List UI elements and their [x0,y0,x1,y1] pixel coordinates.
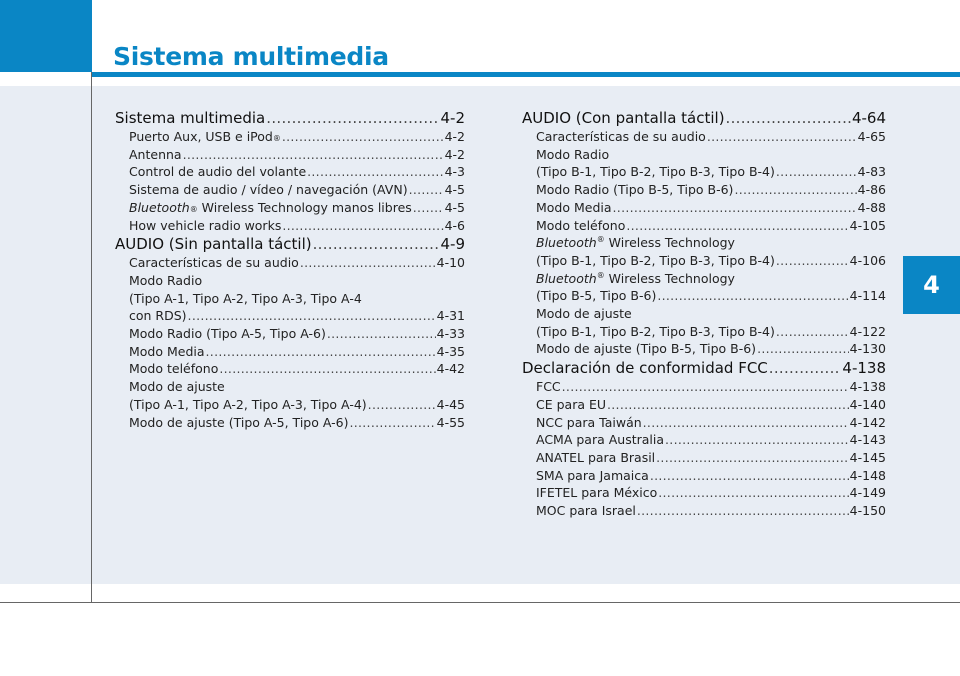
toc-section-entry[interactable]: AUDIO (Sin pantalla táctil) ..... 4-9 [115,234,465,254]
toc-entry[interactable]: MOC para Israel ..... 4-150 [522,502,886,520]
toc-entry[interactable]: Modo de ajuste (Tipo B-5, Tipo B-6) ..... 4-130 [522,340,886,358]
toc-entry[interactable]: Modo teléfono ..... 4-42 [115,360,465,378]
toc-entry[interactable]: Modo Media ..... 4-88 [522,199,886,217]
toc-entry-line: (Tipo A-1, Tipo A-2, Tipo A-3, Tipo A-4 [129,290,362,306]
toc-entry[interactable]: Modo Radio (Tipo B-5, Tipo B-6) ..... 4-86 [522,181,886,199]
toc-entry[interactable]: (Tipo B-5, Tipo B-6) ..... 4-114 [522,287,886,305]
toc-entry-line: Modo Radio [536,146,610,162]
toc-entry[interactable]: SMA para Jamaica ..... 4-148 [522,467,886,485]
toc-entry[interactable]: (Tipo B-1, Tipo B-2, Tipo B-3, Tipo B-4) ..... 4-83 [522,163,886,181]
toc-section-entry[interactable]: AUDIO (Con pantalla táctil) ..... 4-64 [522,108,886,128]
toc-section-entry[interactable]: Sistema multimedia ..... 4-2 [115,108,465,128]
toc-entry[interactable]: ACMA para Australia ..... 4-143 [522,431,886,449]
toc-entry[interactable]: Modo teléfono ..... 4-105 [522,217,886,235]
toc-entry[interactable]: Bluetooth ® Wireless Technology manos libres ..... 4-5 [115,199,465,217]
title-underline [92,72,960,77]
toc-entry[interactable]: ANATEL para Brasil ..... 4-145 [522,449,886,467]
toc-entry-line: Modo de ajuste [536,306,632,322]
header-corner-block [0,0,92,72]
toc-entry[interactable]: Puerto Aux, USB e iPod ® ..... 4-2 [115,128,465,146]
toc-entry-line: Modo de ajuste [129,379,225,395]
chapter-tab[interactable]: 4 [903,256,960,314]
toc-entry[interactable]: Sistema de audio / vídeo / navegación (AVN) ..... 4-5 [115,181,465,199]
toc-entry[interactable]: (Tipo B-1, Tipo B-2, Tipo B-3, Tipo B-4) ..... 4-106 [522,252,886,270]
toc-entry[interactable]: FCC ..... 4-138 [522,378,886,396]
toc-entry[interactable]: con RDS) ..... 4-31 [115,307,465,325]
toc-entry[interactable]: (Tipo B-1, Tipo B-2, Tipo B-3, Tipo B-4) ..... 4-122 [522,323,886,341]
toc-entry[interactable]: Modo de ajuste (Tipo A-5, Tipo A-6) ..... 4-55 [115,414,465,432]
toc-entry[interactable]: (Tipo A-1, Tipo A-2, Tipo A-3, Tipo A-4) ..... 4-45 [115,396,465,414]
toc-entry[interactable]: How vehicle radio works ..... 4-6 [115,217,465,235]
left-margin-rule [91,72,92,602]
toc-column-right [522,108,886,520]
toc-entry[interactable]: NCC para Taiwán ..... 4-142 [522,414,886,432]
toc-entry[interactable]: Modo Radio (Tipo A-5, Tipo A-6) ..... 4-33 [115,325,465,343]
toc-entry[interactable]: CE para EU ..... 4-140 [522,396,886,414]
toc-entry[interactable]: Características de su audio ..... 4-65 [522,128,886,146]
toc-entry[interactable]: Antenna ..... 4-2 [115,146,465,164]
toc-entry[interactable]: Modo Media ..... 4-35 [115,343,465,361]
toc-entry[interactable]: Características de su audio ..... 4-10 [115,254,465,272]
toc-entry-line: Bluetooth® Wireless Technology [536,270,735,286]
page-title: Sistema multimedia [113,42,389,71]
toc-entry-line: Bluetooth® Wireless Technology [536,235,735,251]
toc-column-left [115,108,465,431]
bottom-rule [0,602,960,603]
toc-entry[interactable]: IFETEL para México ..... 4-149 [522,484,886,502]
toc-section-entry[interactable]: Declaración de conformidad FCC ..... 4-138 [522,358,886,378]
toc-entry[interactable]: Control de audio del volante ..... 4-3 [115,163,465,181]
toc-entry-line: Modo Radio [129,272,203,288]
